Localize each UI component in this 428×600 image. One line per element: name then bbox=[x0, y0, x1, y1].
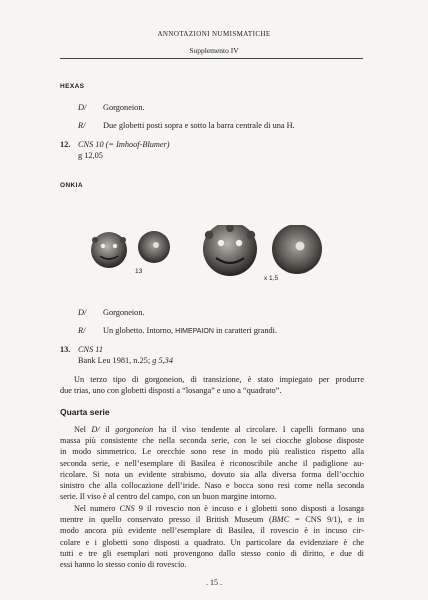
coin-obverse-large bbox=[203, 225, 257, 276]
catalog-reference: CNS 11 bbox=[78, 345, 103, 354]
page-number: . 15 . bbox=[206, 578, 222, 587]
paragraph-line: Nel numero CNS 9 il rovescio non è incuso e i globetti sono disposti a losanga bbox=[74, 504, 364, 513]
paragraph-line: essi hanno lo stesso conio di rovescio. bbox=[60, 560, 187, 570]
entry-number: 12. bbox=[60, 140, 71, 149]
section-heading-quarta-serie: Quarta serie bbox=[60, 407, 110, 417]
paragraph-line: massa più consistente che nella seconda serie, con le sei ciocche globose disposte bbox=[60, 436, 364, 446]
coin-obverse-small bbox=[91, 232, 127, 268]
running-title: ANNOTAZIONI NUMISMATICHE bbox=[157, 30, 271, 38]
figure-label-13: 13 bbox=[135, 268, 143, 275]
quarta-paragraph-2 bbox=[60, 503, 364, 570]
obverse-label: D/ bbox=[78, 103, 87, 112]
paragraph-line: due trias, uno con globetti disposti a “losanga” e uno a “quadrato”. bbox=[60, 386, 282, 396]
transition-paragraph bbox=[60, 374, 364, 396]
section-heading-hexas: HEXAS bbox=[60, 83, 85, 90]
paragraph-line: Un terzo tipo di gorgoneion, di transizione, è stato impiegato per produrre bbox=[74, 375, 364, 384]
coin-weight: g 12,05 bbox=[78, 151, 103, 160]
coin-photographs bbox=[85, 225, 345, 285]
reverse-description bbox=[103, 325, 277, 337]
obverse-description: Gorgoneion. bbox=[103, 103, 145, 112]
auction-citation: Bank Leu 1981, n.25; bbox=[78, 356, 151, 365]
coin-reverse-small bbox=[138, 231, 170, 263]
paragraph-line: serie. Il viso è al centro del campo, con un buon margine intorno. bbox=[60, 492, 277, 502]
obverse-description: Gorgoneion. bbox=[103, 308, 145, 317]
paragraph-line: seconda serie, e nell’esemplare di Basilea è riconoscibile anche il padiglione au- bbox=[60, 458, 364, 468]
reverse-label: R/ bbox=[78, 326, 86, 335]
auction-reference bbox=[78, 355, 173, 366]
obverse-label: D/ bbox=[78, 308, 87, 317]
paragraph-line: tutti e tre gli esemplari noti provengono dallo stesso conio di diritto, e due di bbox=[60, 548, 364, 558]
paragraph-line: mentre in quello conservato presso il British Museum (BMC = CNS 9/1), e in bbox=[60, 515, 364, 525]
coin-reverse-large bbox=[272, 225, 322, 274]
reverse-label: R/ bbox=[78, 121, 86, 130]
catalog-ref-note: (= Imhoof-Blumer) bbox=[105, 140, 170, 149]
quarta-paragraph-1 bbox=[60, 424, 364, 502]
page-subtitle: Supplemento IV bbox=[189, 46, 239, 55]
paragraph-line: modo ancora più evidente nell’esemplare di Basilea, il rovescio è in incuso cir- bbox=[60, 526, 364, 536]
paragraph-line: ricolare. Si nota un evidente strabismo, dovuto sia alla diversa forma dell’occhio bbox=[60, 469, 364, 479]
reverse-text-end: in caratteri grandi. bbox=[215, 326, 278, 335]
paragraph-line: in modo simmetrico. Le orecchie sono rese in modo più realistico rispetto alla bbox=[60, 447, 364, 457]
section-heading-onkia: ONKIA bbox=[60, 182, 83, 189]
coin-legend: HIMEPAION bbox=[175, 328, 214, 335]
header-rule bbox=[60, 58, 363, 59]
reverse-text: Un globetto. Intorno, bbox=[103, 326, 174, 335]
paragraph-line: sinistro che alla collocazione dell’iride. Naso e bocca sono resi come nella seconda bbox=[60, 481, 364, 491]
coin-weight: g 5,34 bbox=[152, 356, 173, 365]
reverse-description: Due globetti posti sopra e sotto la barra centrale di una H. bbox=[103, 121, 295, 130]
catalog-ref-code: CNS 10 bbox=[78, 140, 104, 149]
paragraph-line: Nel D/ il gorgoneion ha il viso tendente al circolare. I capelli formano una bbox=[74, 425, 364, 434]
entry-number: 13. bbox=[60, 345, 71, 354]
catalog-reference bbox=[78, 139, 170, 150]
paragraph-line: colare e i globetti sono disposti a quadrato. Un particolare da evidenziare è che bbox=[60, 537, 364, 547]
figure-scale-label: x 1,5 bbox=[264, 275, 279, 282]
